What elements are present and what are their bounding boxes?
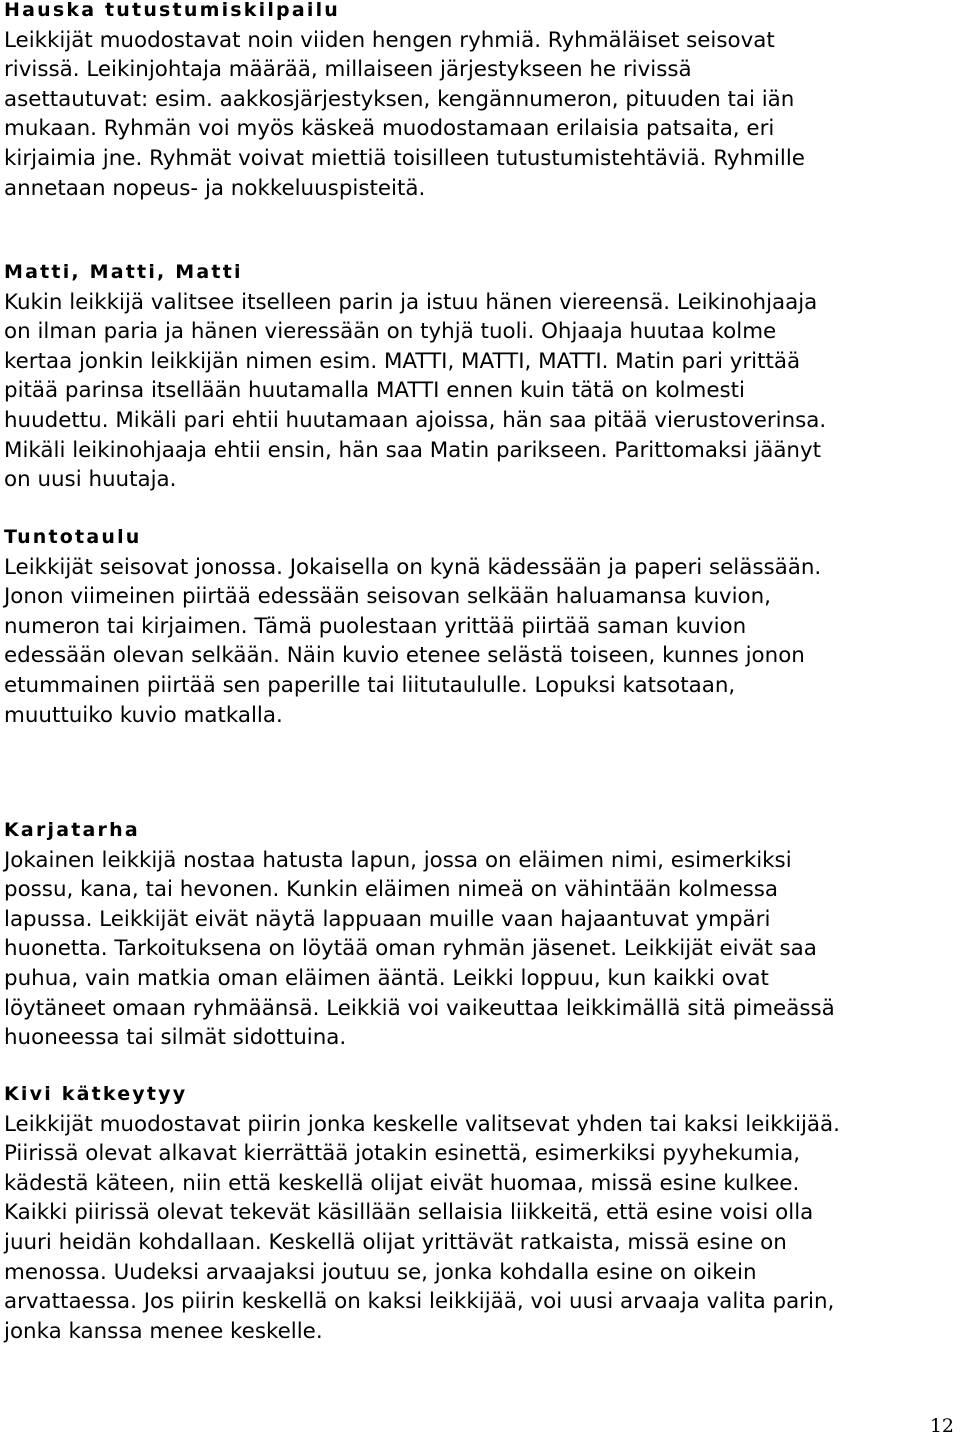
body-line: asettautuvat: esim. aakkosjärjestyksen, kengännumeron, pituuden tai iän	[4, 86, 795, 112]
body-line: annetaan nopeus- ja nokkeluuspisteitä.	[4, 175, 426, 201]
section-heading: Kivi kätkeytyy	[4, 1083, 188, 1105]
body-line: kädestä käteen, niin että keskellä olijat eivät huomaa, missä esine kulkee.	[4, 1170, 800, 1196]
body-line: Kaikki piirissä olevat tekevät käsillään sellaisia liikkeitä, että esine voisi olla	[4, 1200, 814, 1226]
section-heading: Matti, Matti, Matti	[4, 261, 243, 283]
body-line: lapussa. Leikkijät eivät näytä lappuaan muille vaan hajaantuvat ympäri	[4, 906, 771, 932]
body-line: puhua, vain matkia oman eläimen ääntä. Leikki loppuu, kun kaikki ovat	[4, 965, 769, 991]
body-line: numeron tai kirjaimen. Tämä puolestaan yrittää piirtää saman kuvion	[4, 613, 747, 639]
body-line: Piirissä olevat alkavat kierrättää jotakin esinettä, esimerkiksi pyyhekumia,	[4, 1141, 801, 1167]
body-line: huoneessa tai silmät sidottuina.	[4, 1025, 347, 1051]
section-heading: Karjatarha	[4, 819, 140, 841]
body-line: huudettu. Mikäli pari ehtii huutamaan ajoissa, hän saa pitää vierustoverinsa.	[4, 407, 827, 433]
section-karjatarha	[4, 816, 956, 1053]
body-line: huonetta. Tarkoituksena on löytää oman ryhmän jäsenet. Leikkijät eivät saa	[4, 936, 817, 962]
section-heading: Hauska tutustumiskilpailu	[4, 0, 341, 21]
body-line: edessään olevan selkään. Näin kuvio etenee selästä toiseen, kunnes jonon	[4, 643, 805, 669]
body-line: juuri heidän kohdallaan. Keskellä olijat yrittävät ratkaista, missä esine on	[4, 1229, 787, 1255]
body-line: possu, kana, tai hevonen. Kunkin eläimen nimeä on vähintään kolmessa	[4, 877, 779, 903]
section-heading: Tuntotaulu	[4, 526, 142, 548]
body-line: Kukin leikkijä valitsee itselleen parin ja istuu hänen viereensä. Leikinohjaaja	[4, 289, 818, 315]
body-line: löytäneet omaan ryhmäänsä. Leikkiä voi vaikeuttaa leikkimällä sitä pimeässä	[4, 995, 835, 1021]
body-line: kirjaimia jne. Ryhmät voivat miettiä toisilleen tutustumistehtäviä. Ryhmille	[4, 145, 805, 171]
body-line: pitää parinsa itsellään huutamalla MATTI ennen kuin tätä on kolmesti	[4, 378, 745, 404]
body-line: arvattaessa. Jos piirin keskellä on kaksi leikkijää, voi uusi arvaaja valita parin,	[4, 1289, 835, 1315]
section-kivi-katkeytyy	[4, 1080, 956, 1346]
body-line: menossa. Uudeksi arvaajaksi joutuu se, jonka kohdalla esine on oikein	[4, 1259, 757, 1285]
body-line: etummainen piirtää sen paperille tai liitutaululle. Lopuksi katsotaan,	[4, 672, 736, 698]
body-line: Jokainen leikkijä nostaa hatusta lapun, jossa on eläimen nimi, esimerkiksi	[4, 847, 792, 873]
body-line: Leikkijät muodostavat piirin jonka keskelle valitsevat yhden tai kaksi leikkijää.	[4, 1111, 840, 1137]
section-matti-matti-matti	[4, 258, 956, 495]
body-line: Leikkijät seisovat jonossa. Jokaisella on kynä kädessään ja paperi selässään.	[4, 554, 822, 580]
body-line: muuttuiko kuvio matkalla.	[4, 702, 283, 728]
body-line: Mikäli leikinohjaaja ehtii ensin, hän saa Matin parikseen. Parittomaksi jäänyt	[4, 437, 822, 463]
body-line: Leikkijät muodostavat noin viiden hengen ryhmiä. Ryhmäläiset seisovat	[4, 27, 775, 53]
body-line: Jonon viimeinen piirtää edessään seisovan selkään haluamansa kuvion,	[4, 584, 771, 610]
section-hauska-tutustumiskilpailu	[4, 0, 956, 203]
body-line: kertaa jonkin leikkijän nimen esim. MATTI, MATTI, MATTI. Matin pari yrittää	[4, 348, 801, 374]
body-line: on uusi huutaja.	[4, 467, 177, 493]
body-line: rivissä. Leikinjohtaja määrää, millaiseen järjestykseen he rivissä	[4, 57, 692, 83]
body-line: on ilman paria ja hänen vieressään on tyhjä tuoli. Ohjaaja huutaa kolme	[4, 319, 777, 345]
body-line: mukaan. Ryhmän voi myös käskeä muodostamaan erilaisia patsaita, eri	[4, 116, 775, 142]
body-line: jonka kanssa menee keskelle.	[4, 1318, 323, 1344]
page-number: 12	[929, 1415, 954, 1437]
section-tuntotaulu	[4, 523, 956, 730]
